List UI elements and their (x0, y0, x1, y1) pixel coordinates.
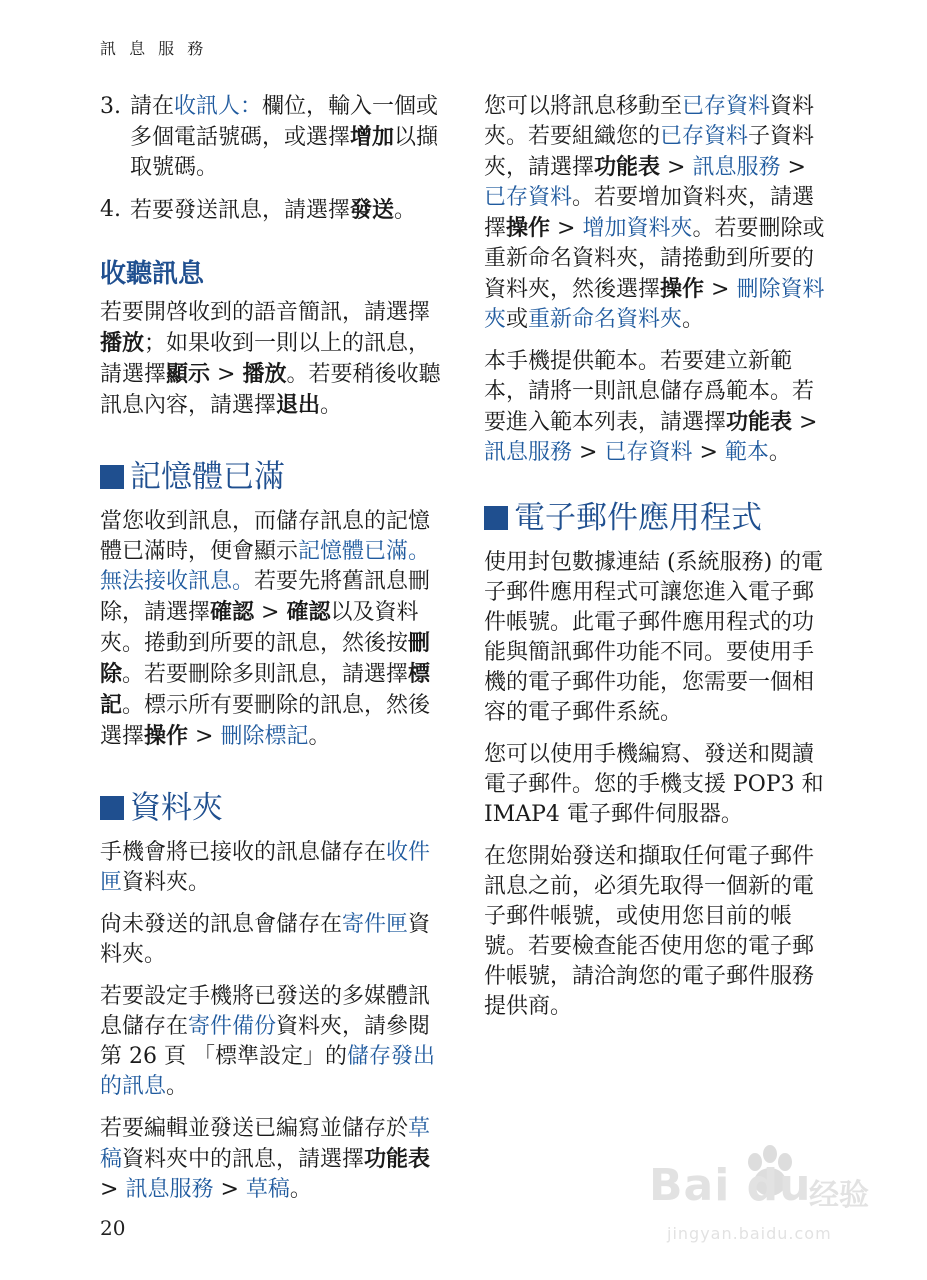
step-number: 3. (100, 94, 121, 119)
ui-term-bold: 功能表 (726, 409, 793, 435)
text: 資料夾，請參閱第 26 頁 「標準設定」的 (100, 1014, 431, 1069)
paragraph-folders-inbox (100, 838, 445, 898)
ui-term-bold: 確認 (210, 599, 255, 625)
text: 以及資料夾。捲動到所要的訊息，然後按 (100, 600, 419, 656)
ui-term-bold: 操作 (660, 276, 705, 302)
text: 本手機提供範本。若要建立新範本，請將一則訊息儲存爲範本。若要進入範本列表，請選擇 (484, 349, 815, 435)
text: 。若要刪除或重新命名資料夾，請捲動到所要的資料夾，然後選擇 (484, 216, 825, 302)
ui-term: 刪除標記 (220, 724, 309, 749)
text: 若要設定手機將已發送的多媒體訊息儲存在 (100, 984, 431, 1039)
paragraph-email-intro: 使用封包數據連結 (系統服務) 的電子郵件應用程式可讓您進入電子郵件帳號。此電子郵件應用程式的功能與簡訊郵件功能不同。要使用手機的電子郵件功能，您需要一個相容的電子郵件系統。 (484, 550, 824, 725)
separator: > (210, 362, 243, 387)
ui-term: 重新命名資料夾 (528, 307, 683, 332)
separator: > (188, 724, 221, 749)
text: 。 (682, 307, 705, 332)
section-square-icon (100, 796, 124, 820)
watermark-url: jingyan.baidu.com (667, 1224, 832, 1243)
text: 。 (289, 1177, 312, 1202)
paragraph-templates (484, 347, 829, 468)
ui-term-bold: 確認 (286, 599, 331, 625)
paragraph-folders-sent (100, 982, 445, 1102)
text: 資料夾。 (122, 870, 211, 895)
text: 。 (166, 1074, 189, 1099)
text: 手機會將已接收的訊息儲存在 (100, 840, 387, 865)
separator: > (692, 440, 725, 465)
text: 。若要刪除多則訊息，請選擇 (122, 662, 409, 687)
ui-term: 收件匣 (100, 840, 431, 895)
ui-term-bold: 刪除 (100, 630, 431, 687)
text: 。若要稍後收聽訊息內容，請選擇 (100, 362, 441, 418)
heading-text: 電子郵件應用程式 (514, 500, 762, 536)
ui-term: 已存資料 (604, 440, 693, 465)
paragraph-email-account: 在您開始發送和擷取任何電子郵件訊息之前，必須先取得一個新的電子郵件帳號，或使用您目前的帳號。若要檢查能否使用您的電子郵件帳號，請洽詢您的電子郵件服務提供商。 (484, 844, 815, 1019)
ui-term: 草稿 (100, 1116, 431, 1172)
text: 若要先將舊訊息刪除，請選擇 (100, 569, 431, 625)
text: 資料夾中的訊息，請選擇 (122, 1147, 365, 1172)
heading-text: 記憶體已滿 (130, 459, 285, 495)
text: 尙未發送的訊息會儲存在 (100, 912, 343, 937)
text: 您可以將訊息移動至 (484, 94, 683, 119)
ui-term-bold: 功能表 (364, 1146, 431, 1172)
text: 。標示所有要刪除的訊息，然後選擇 (100, 693, 431, 749)
text: 請在 (130, 94, 175, 119)
paragraph-folders-outbox (100, 910, 445, 970)
ui-term: 儲存發出的訊息 (100, 1044, 435, 1099)
ui-term-bold: 功能表 (594, 154, 661, 180)
separator: > (660, 155, 693, 180)
ui-term-bold: 播放 (100, 330, 145, 356)
step-3 (100, 92, 445, 183)
paragraph-listen (100, 298, 445, 421)
watermark-cn-text: 经验 (809, 1178, 869, 1213)
text: 以擷取號碼。 (130, 125, 439, 180)
baidu-watermark (649, 1150, 879, 1260)
text: 或 (506, 307, 529, 332)
ui-term: 記憶體已滿。無法接收訊息。 (100, 539, 431, 594)
separator: > (550, 216, 583, 241)
text: 子資料夾，請選擇 (484, 124, 815, 180)
paragraph-memory-full (100, 507, 445, 752)
ui-term-bold: 標記 (100, 661, 431, 718)
heading-folders (100, 788, 445, 828)
separator: > (572, 440, 605, 465)
separator: > (100, 1177, 126, 1202)
watermark-logo-text: Bai du (649, 1160, 812, 1211)
heading-email-app (484, 498, 829, 538)
ui-term: 訊息服務 (125, 1177, 214, 1202)
paragraph-folders-drafts (100, 1114, 445, 1205)
separator: > (254, 600, 287, 625)
ui-term: 已存資料 (484, 185, 573, 210)
ui-term-bold: 操作 (506, 215, 551, 241)
text: 。 (308, 724, 331, 749)
ui-term: 收訊人： (174, 94, 263, 119)
numbered-steps (100, 92, 445, 226)
section-square-icon (100, 465, 124, 489)
separator: > (213, 1177, 246, 1202)
text: 資料夾。 (100, 912, 431, 967)
text: 若要編輯並發送已編寫並儲存於 (100, 1116, 409, 1141)
page-number: 20 (100, 1216, 126, 1240)
ui-term-bold: 退出 (276, 392, 321, 418)
ui-term: 草稿 (245, 1177, 290, 1202)
text: ；如果收到一則以上的訊息，請選擇 (100, 331, 431, 387)
ui-term: 範本 (724, 440, 769, 465)
separator: > (704, 277, 737, 302)
ui-term-bold: 發送 (350, 197, 395, 223)
ui-term: 訊息服務 (484, 440, 573, 465)
ui-term: 寄件備份 (188, 1014, 277, 1039)
separator: > (792, 410, 818, 435)
ui-term: 增加資料夾 (582, 216, 693, 241)
step-4 (100, 195, 445, 226)
text: 若要開啓收到的語音簡訊，請選擇 (100, 300, 431, 325)
running-head: 訊 息 服 務 (100, 39, 208, 58)
paragraph-saved-items (484, 92, 829, 335)
separator: > (780, 155, 806, 180)
section-square-icon (484, 506, 508, 530)
heading-memory-full (100, 457, 445, 497)
paragraph-email-support: 您可以使用手機編寫、發送和閱讀電子郵件。您的手機支援 POP3 和 IMAP4 電子郵件伺服器。 (484, 742, 824, 827)
text: 。 (320, 393, 343, 418)
step-number: 4. (100, 197, 121, 222)
text: 欄位，輸入一個或多個電話號碼，或選擇 (130, 94, 439, 150)
ui-term-bold: 操作 (144, 723, 189, 749)
ui-term-bold: 顯示 (166, 361, 211, 387)
text: 資料夾。若要組織您的 (484, 94, 815, 149)
text: 若要發送訊息，請選擇 (130, 198, 351, 223)
heading-listen-messages: 收聽訊息 (100, 259, 205, 289)
text: 。 (394, 198, 417, 223)
ui-term: 寄件匣 (342, 912, 409, 937)
heading-text: 資料夾 (130, 790, 223, 826)
ui-term-bold: 增加 (350, 124, 395, 150)
text: 。 (768, 440, 791, 465)
right-column (484, 92, 829, 1034)
text: 。若要增加資料夾，請選擇 (484, 185, 815, 241)
ui-term: 已存資料 (682, 94, 771, 119)
left-column (100, 92, 445, 1217)
ui-term: 刪除資料夾 (484, 277, 825, 332)
ui-term: 訊息服務 (692, 155, 781, 180)
ui-term: 已存資料 (660, 124, 749, 149)
text: 當您收到訊息，而儲存訊息的記憶體已滿時，便會顯示 (100, 509, 431, 564)
ui-term-bold: 播放 (242, 361, 287, 387)
